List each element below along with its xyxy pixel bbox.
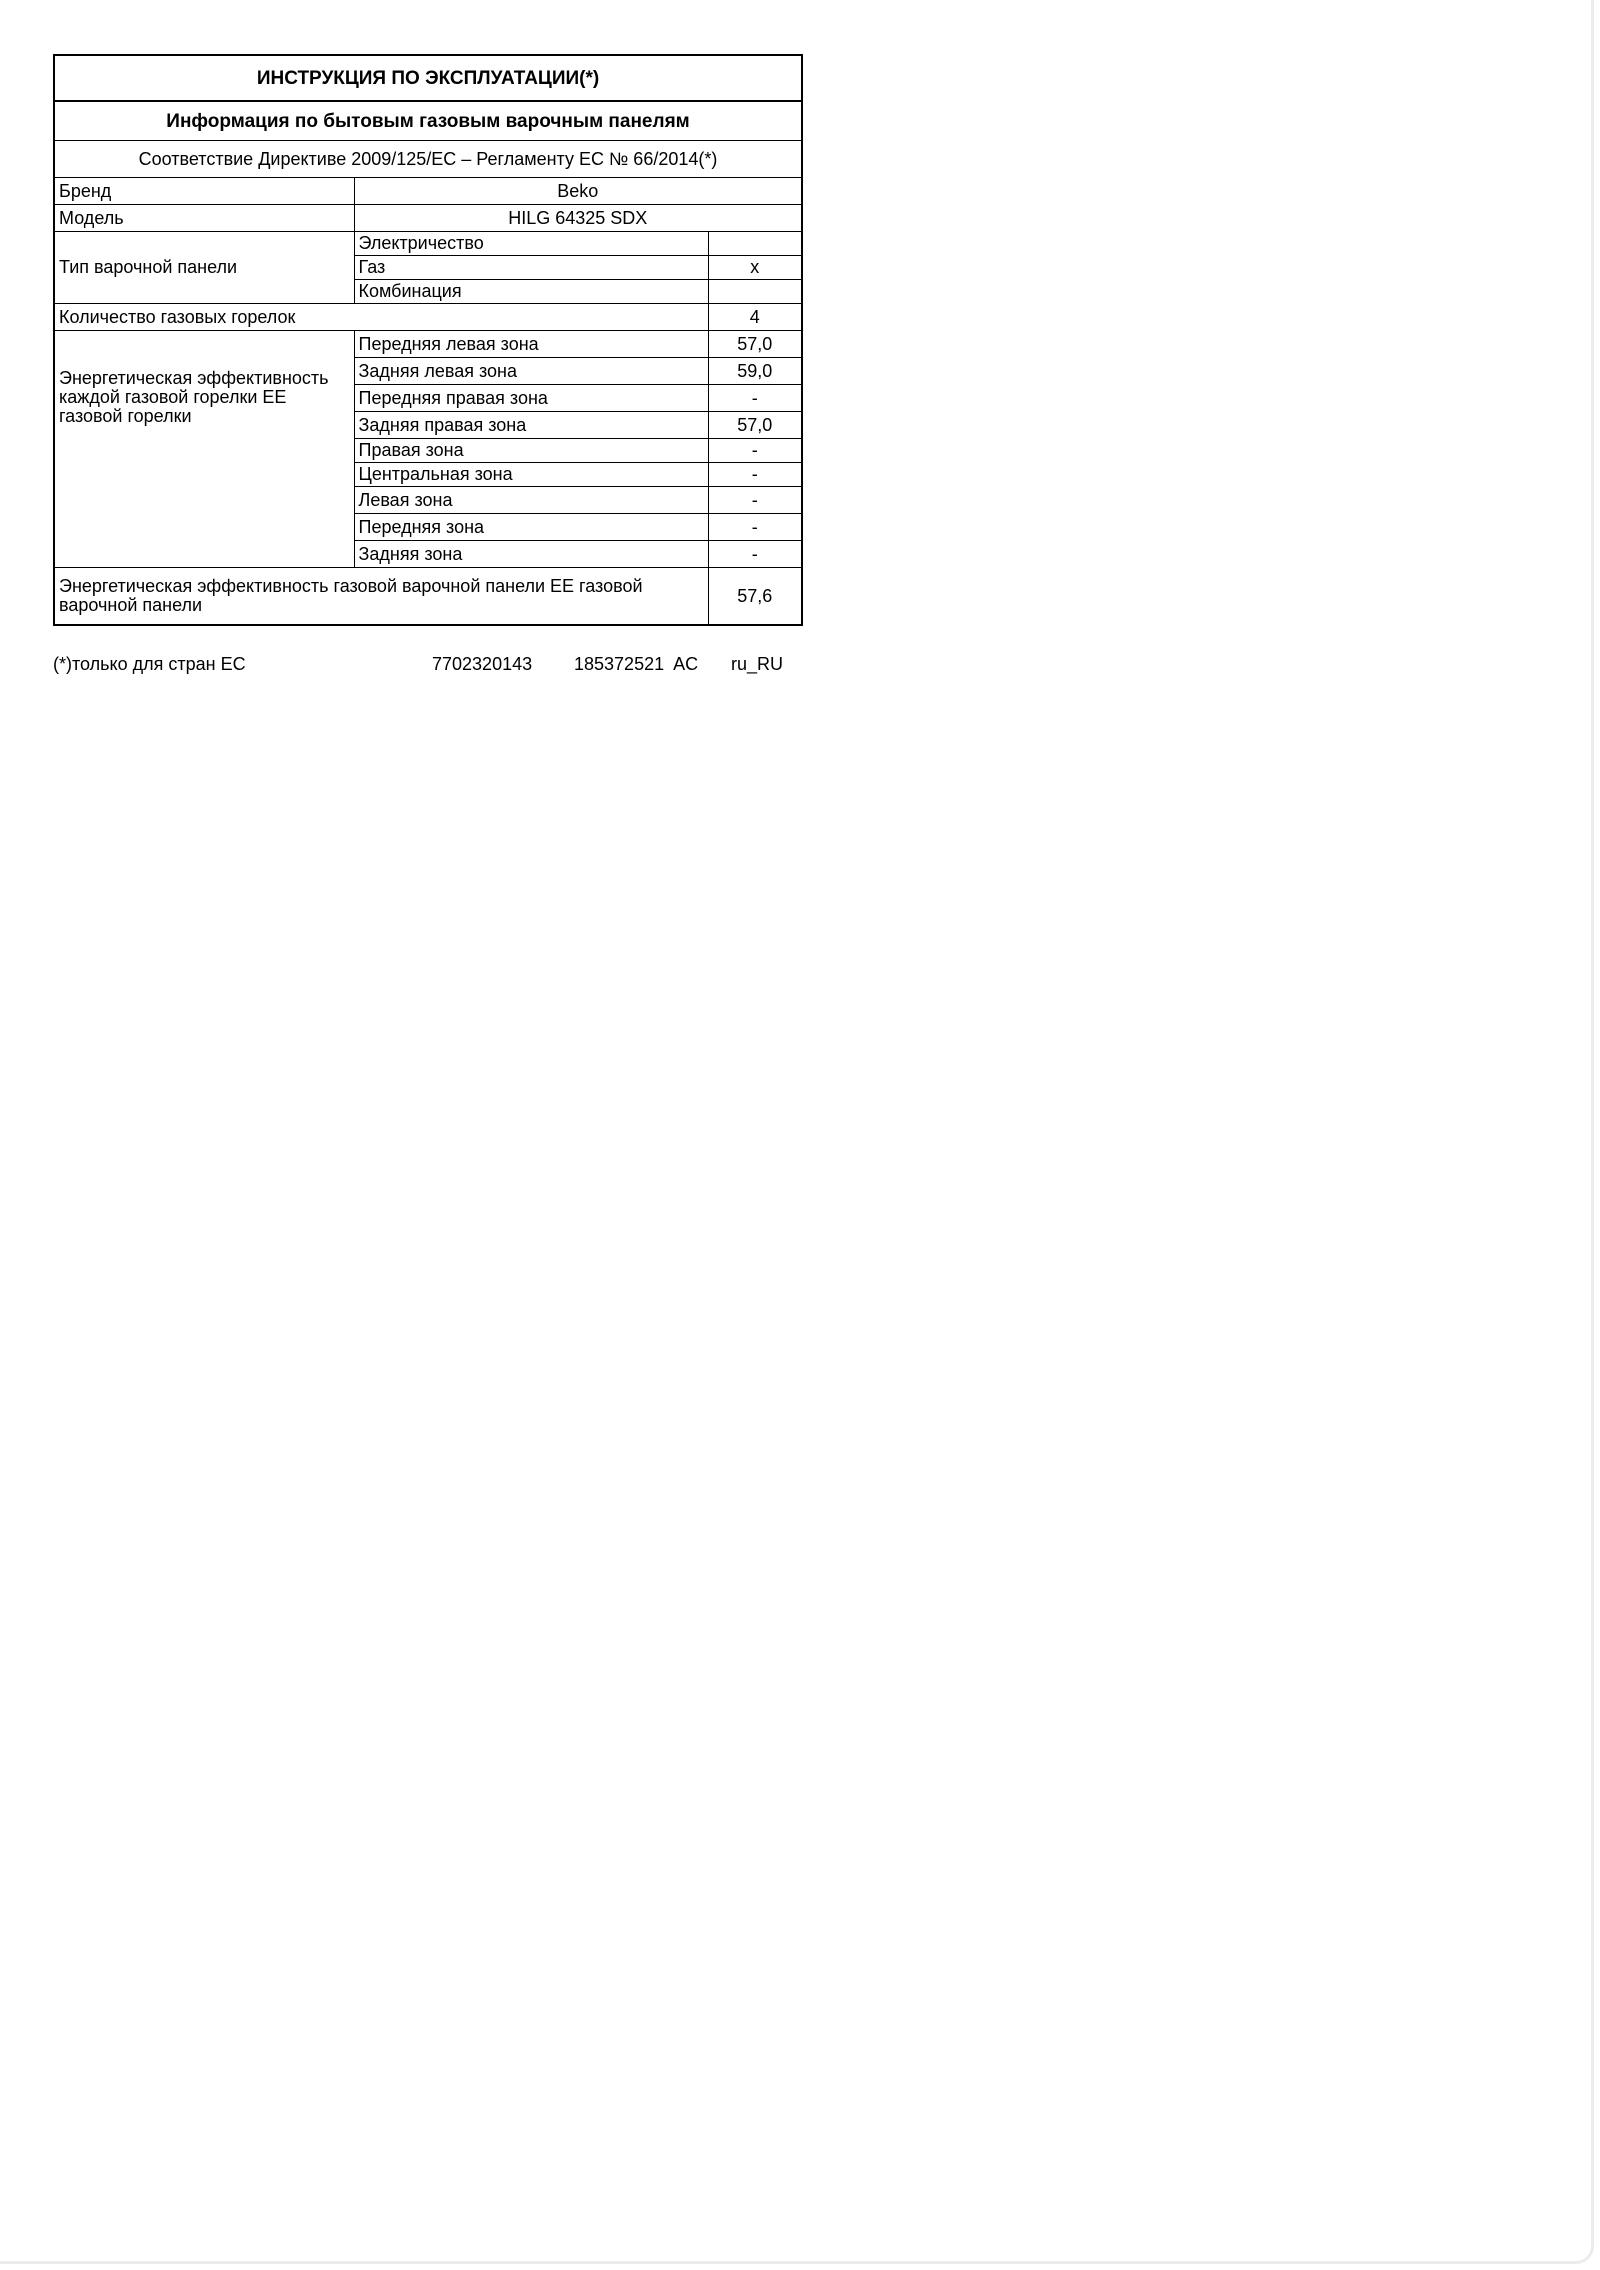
zone-value: -: [708, 487, 802, 514]
zone-label: Центральная зона: [354, 463, 708, 487]
product-info-table: [53, 54, 803, 626]
hob-type-row: [54, 232, 802, 256]
zone-label: Передняя правая зона: [354, 385, 708, 412]
regulation-line: Соответствие Директиве 2009/125/EC – Регламенту ЕС № 66/2014(*): [54, 141, 802, 178]
burner-count-row: [54, 304, 802, 331]
zone-value: -: [708, 541, 802, 568]
hob-type-label: Тип варочной панели: [54, 232, 354, 304]
zone-value: 57,0: [708, 331, 802, 358]
zone-label: Задняя правая зона: [354, 412, 708, 439]
footer-locale: ru_RU: [731, 654, 784, 674]
hob-efficiency-row: [54, 568, 802, 626]
model-value: HILG 64325 SDX: [354, 205, 802, 232]
zone-label: Передняя левая зона: [354, 331, 708, 358]
hob-type-option-label: Газ: [354, 256, 708, 280]
brand-label: Бренд: [54, 178, 354, 205]
zone-value: -: [708, 463, 802, 487]
model-label: Модель: [54, 205, 354, 232]
zone-value: -: [708, 439, 802, 463]
hob-efficiency-label: Энергетическая эффективность газовой варочной панели EE газовой варочной панели: [54, 568, 708, 626]
footer-code-1: 7702320143: [432, 654, 533, 674]
zone-value: -: [708, 514, 802, 541]
footer-note: (*)только для стран ЕС: [53, 654, 246, 674]
zone-value: 57,0: [708, 412, 802, 439]
hob-type-option-mark: x: [708, 256, 802, 280]
zone-label: Левая зона: [354, 487, 708, 514]
hob-type-option-mark: [708, 280, 802, 304]
brand-row: [54, 178, 802, 205]
zone-row: [54, 331, 802, 358]
zone-label: Передняя зона: [354, 514, 708, 541]
zone-value: 59,0: [708, 358, 802, 385]
burner-count-value: 4: [708, 304, 802, 331]
hob-efficiency-value: 57,6: [708, 568, 802, 626]
model-row: [54, 205, 802, 232]
hob-type-option-mark: [708, 232, 802, 256]
footer-code-2: 185372521 AC: [574, 654, 699, 674]
zone-label: Задняя зона: [354, 541, 708, 568]
document-title: ИНСТРУКЦИЯ ПО ЭКСПЛУАТАЦИИ(*): [54, 55, 802, 101]
document-subtitle: Информация по бытовым газовым варочным панелям: [54, 101, 802, 141]
hob-type-option-label: Комбинация: [354, 280, 708, 304]
hob-type-option-label: Электричество: [354, 232, 708, 256]
burner-count-label: Количество газовых горелок: [54, 304, 708, 331]
zone-value: -: [708, 385, 802, 412]
brand-value: Beko: [354, 178, 802, 205]
zone-label: Задняя левая зона: [354, 358, 708, 385]
zone-label: Правая зона: [354, 439, 708, 463]
burner-efficiency-label: Энергетическая эффективность каждой газовой горелки EE газовой горелки: [54, 331, 354, 568]
